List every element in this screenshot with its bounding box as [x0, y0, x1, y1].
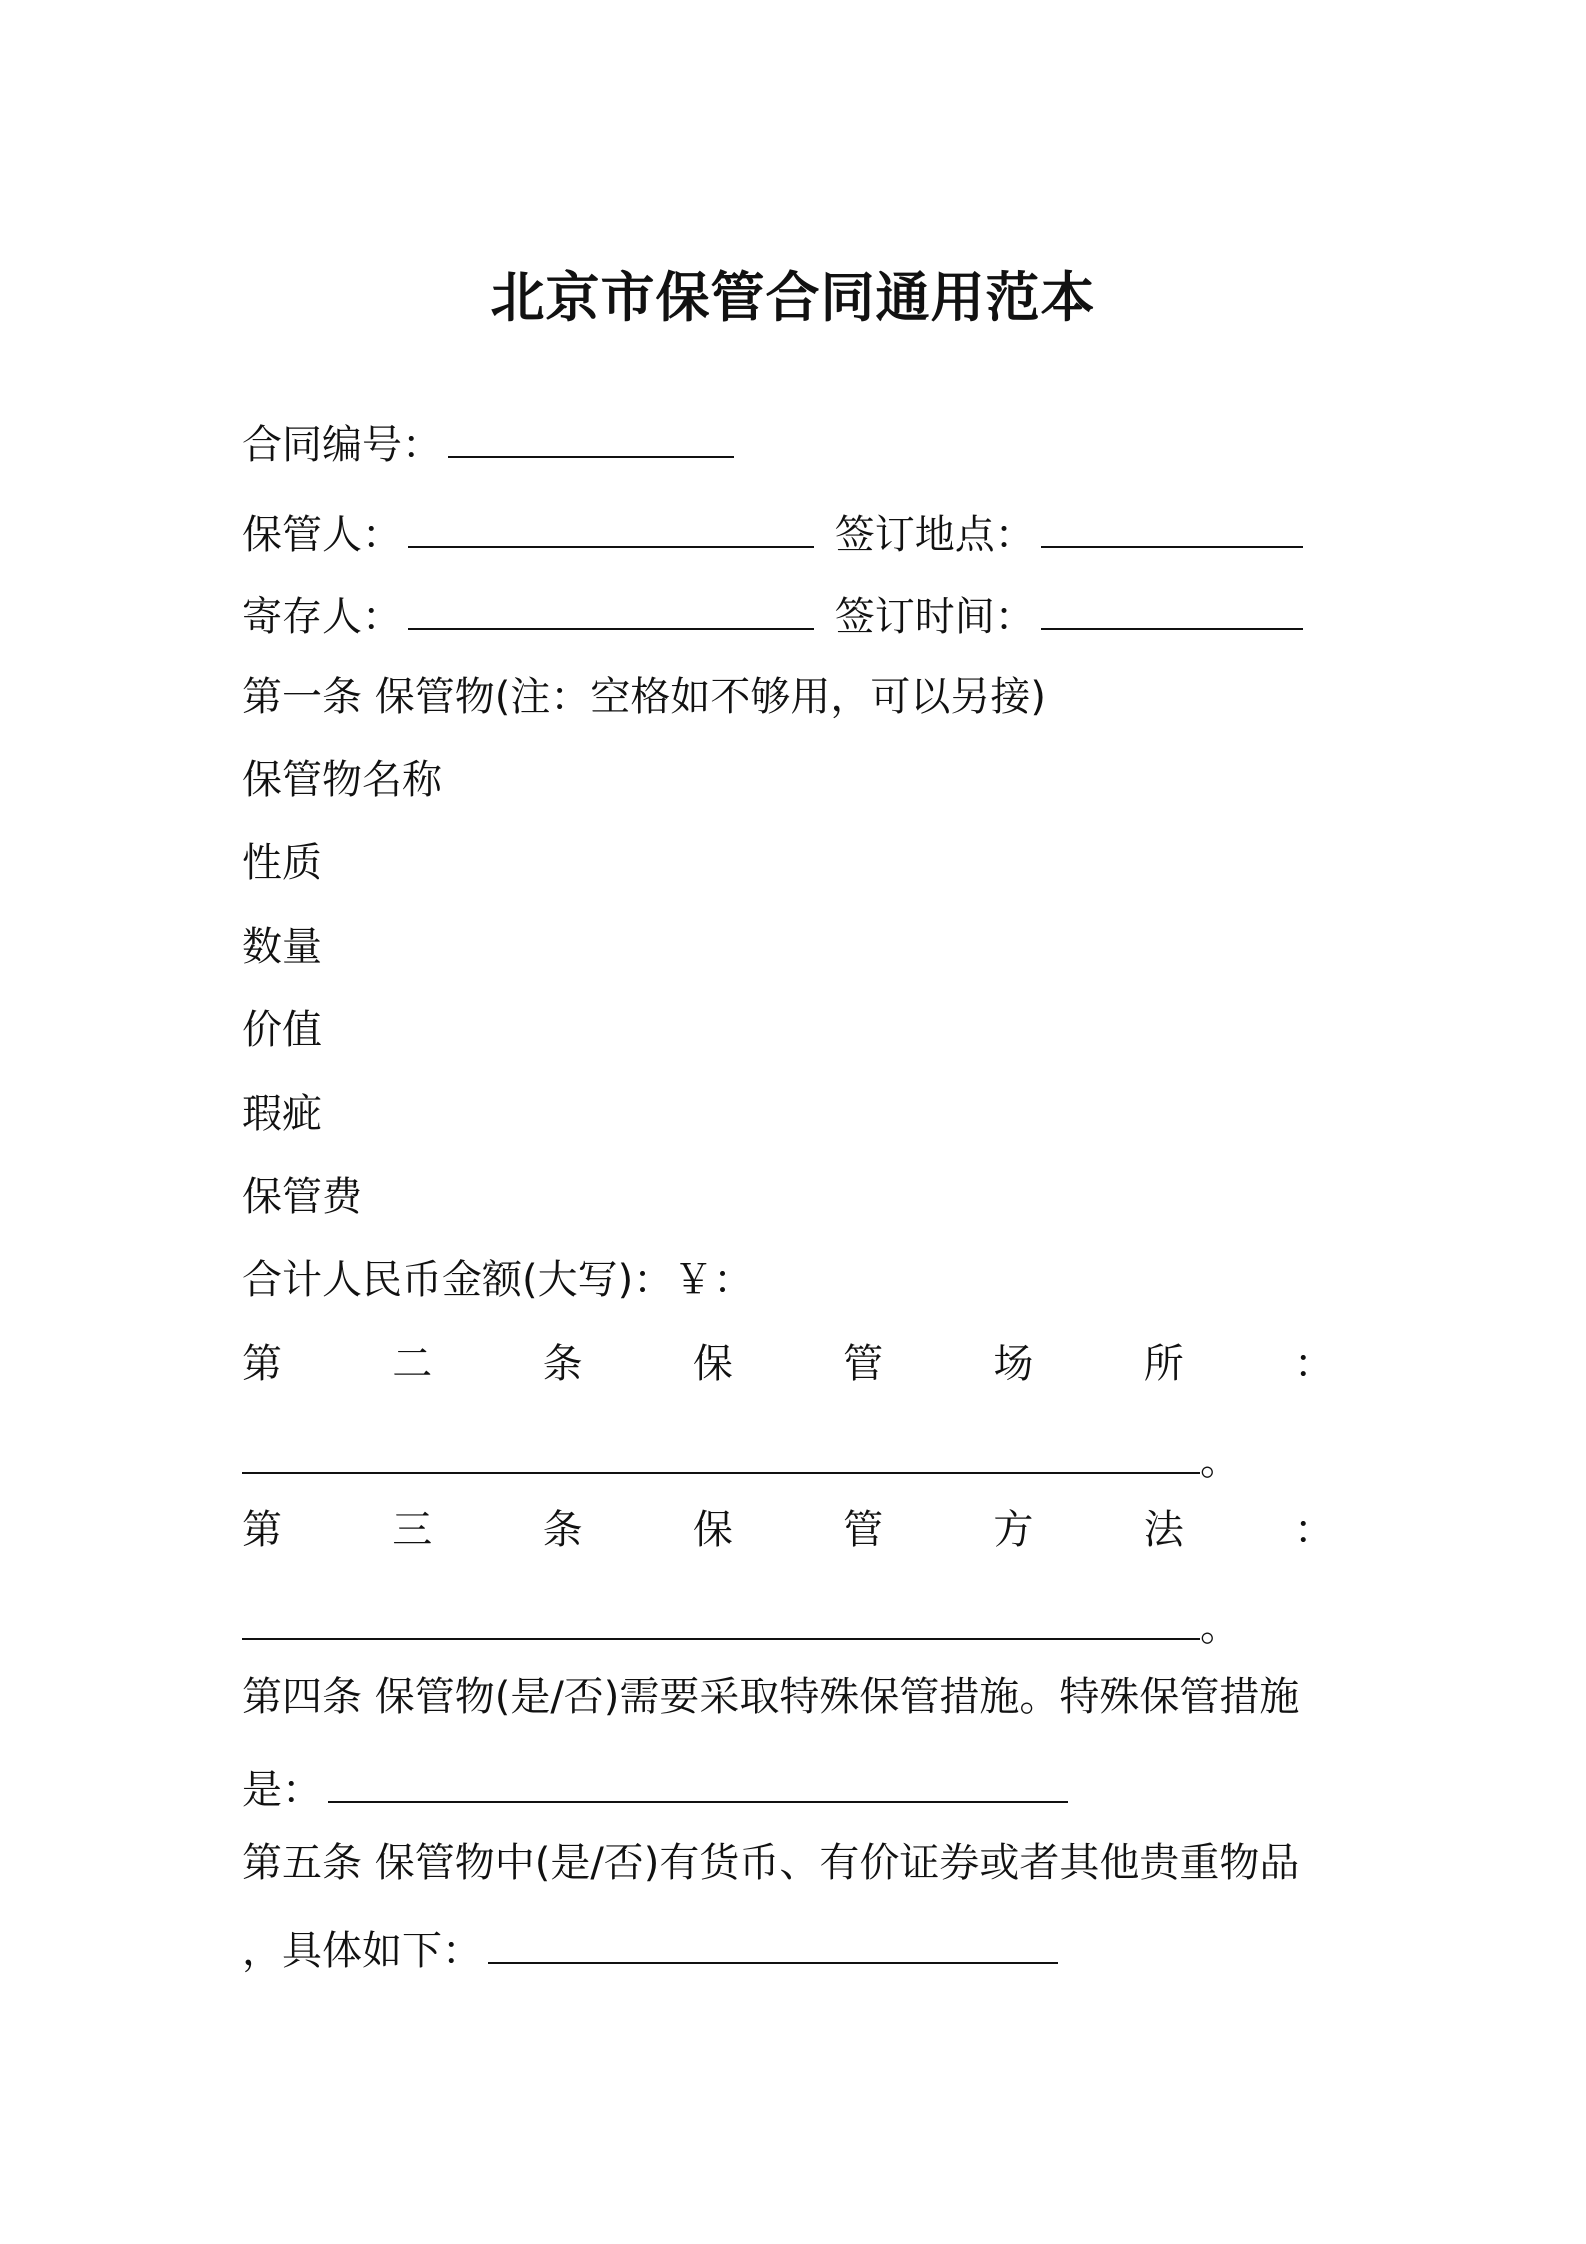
- sign-place-blank[interactable]: [1041, 502, 1303, 548]
- article-2-char: 场: [993, 1341, 1034, 1387]
- depositor-row: [242, 584, 1303, 647]
- field-value: 价值: [242, 1007, 322, 1053]
- article-2-blank-row: [242, 1428, 1240, 1491]
- depositor-label: 寄存人：: [242, 594, 402, 640]
- custodian-row: [242, 502, 1303, 565]
- article-3-char: 法: [1143, 1507, 1184, 1553]
- article-2-char: 第: [242, 1341, 282, 1387]
- article-3-char: 条: [542, 1507, 583, 1553]
- article-2-char: 条: [542, 1341, 583, 1387]
- article-4-line-2: [242, 1757, 1068, 1820]
- article-2-char: 所: [1143, 1341, 1184, 1387]
- custodian-label: 保管人：: [242, 512, 402, 558]
- article-2-char: ：: [1293, 1341, 1334, 1387]
- depositor-blank[interactable]: [408, 584, 814, 630]
- sign-time-blank[interactable]: [1041, 584, 1303, 630]
- article-3-period: 。: [1200, 1604, 1240, 1650]
- article-2-period: 。: [1200, 1438, 1240, 1484]
- custodian-blank[interactable]: [408, 502, 814, 548]
- article-3-blank-row: [242, 1594, 1240, 1657]
- article-3-char: 保: [692, 1507, 733, 1553]
- valuables-blank[interactable]: [488, 1918, 1058, 1964]
- article-2-char: 管: [843, 1341, 884, 1387]
- article-1: 第一条 保管物(注：空格如不够用，可以另接): [242, 674, 1046, 720]
- article-3-char: ：: [1293, 1507, 1334, 1553]
- contract-number-label: 合同编号：: [242, 422, 442, 468]
- field-fee: 保管费: [242, 1174, 362, 1220]
- article-3-char: 方: [993, 1507, 1034, 1553]
- page-title: 北京市保管合同通用范本: [490, 266, 1096, 329]
- field-defect: 瑕疵: [242, 1091, 322, 1137]
- article-5-line-2: [242, 1918, 1058, 1981]
- article-2-char: 二: [392, 1341, 433, 1387]
- contract-number-row: [242, 412, 734, 475]
- field-quantity: 数量: [242, 924, 322, 970]
- sign-place-label: 签订地点：: [834, 512, 1035, 558]
- article-2-char: 保: [692, 1341, 733, 1387]
- storage-method-blank[interactable]: [242, 1594, 1200, 1640]
- article-4-label: 是：: [242, 1767, 322, 1813]
- article-2-heading: [242, 1334, 1334, 1394]
- article-3-char: 三: [392, 1507, 433, 1553]
- total-amount-line: 合计人民币金额(大写)：￥：: [242, 1257, 754, 1303]
- sign-time-label: 签订时间：: [834, 594, 1035, 640]
- special-measures-blank[interactable]: [328, 1757, 1068, 1803]
- article-3-heading: [242, 1500, 1334, 1560]
- article-3-char: 管: [843, 1507, 884, 1553]
- field-name: 保管物名称: [242, 757, 442, 803]
- storage-place-blank[interactable]: [242, 1428, 1200, 1474]
- field-nature: 性质: [242, 840, 322, 886]
- article-4-line-1: 第四条 保管物(是/否)需要采取特殊保管措施。特殊保管措施: [242, 1674, 1300, 1720]
- article-5-label: ，具体如下：: [242, 1928, 482, 1974]
- article-5-line-1: 第五条 保管物中(是/否)有货币、有价证券或者其他贵重物品: [242, 1840, 1300, 1886]
- article-3-char: 第: [242, 1507, 282, 1553]
- contract-number-blank[interactable]: [448, 412, 734, 458]
